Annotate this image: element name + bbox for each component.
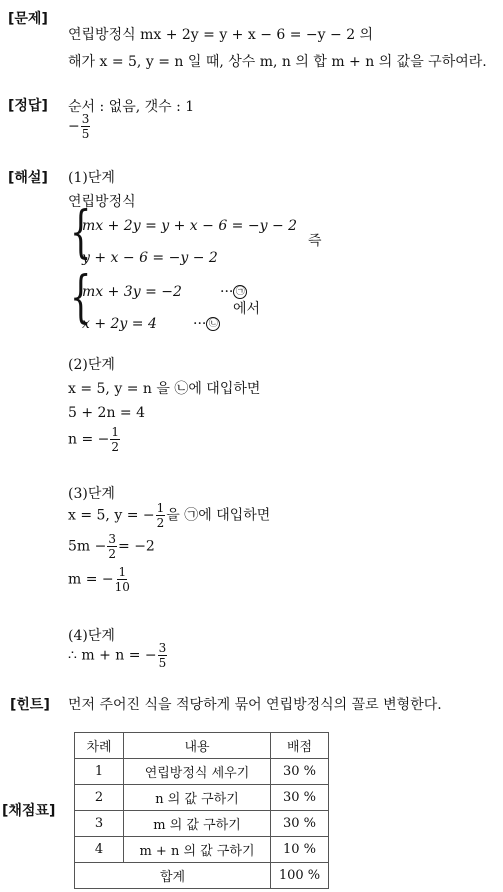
step4-line-1: ∴ m + n = − $\frac{3}{5}$ <box>68 641 167 670</box>
total-value: 100 % <box>271 863 329 889</box>
answer-label: [정답] <box>8 98 48 114</box>
table-row <box>75 811 329 837</box>
system2-mark2: ··· ㉡ <box>193 316 220 332</box>
row-points: 30 % <box>271 811 329 837</box>
row-points: 30 % <box>271 759 329 785</box>
step1-title: (1)단계 <box>68 170 115 186</box>
answer-value: − $\frac{3}{5}$ <box>68 112 90 141</box>
row-order: 4 <box>75 837 124 863</box>
table-row <box>75 785 329 811</box>
table-total-row <box>75 863 329 889</box>
hint-text: 먼저 주어진 식을 적당하게 묶어 연립방정식의 꼴로 변형한다. <box>68 697 442 713</box>
system1-brace: { <box>70 200 92 265</box>
problem-line-1: 연립방정식 mx + 2y = y + x − 6 = −y − 2 의 <box>68 27 374 43</box>
system2-tail: 에서 <box>233 301 261 317</box>
row-content: 연립방정식 세우기 <box>124 759 271 785</box>
step2-title: (2)단계 <box>68 357 115 373</box>
system2-brace: { <box>70 265 92 330</box>
system1-tail: 즉 <box>308 233 322 249</box>
scoring-table-header <box>75 733 329 759</box>
step2-line-1: x = 5, y = n 을 ㉡에 대입하면 <box>68 381 261 397</box>
table-row <box>75 759 329 785</box>
step3-line-2: 5m − $\frac{3}{2}$ = −2 <box>68 532 155 561</box>
row-content: n 의 값 구하기 <box>124 785 271 811</box>
step3-line-1: x = 5, y = − $\frac{1}{2}$ 을 ㉠에 대입하면 <box>68 501 271 530</box>
answer-line-1: 순서 : 없음, 갯수 : 1 <box>68 99 195 115</box>
system2-mark1: ··· ㉠ <box>220 284 247 300</box>
step3-title: (3)단계 <box>68 486 115 502</box>
system1-eq2: y + x − 6 = −y − 2 <box>82 250 218 266</box>
step2-line-2: 5 + 2n = 4 <box>68 405 145 421</box>
problem-line-2: 해가 x = 5, y = n 일 때, 상수 m, n 의 합 m + n 의 값을 구하여라. <box>68 54 487 70</box>
row-order: 3 <box>75 811 124 837</box>
row-content: m + n 의 값 구하기 <box>124 837 271 863</box>
problem-label: [문제] <box>8 11 48 27</box>
table-row <box>75 837 329 863</box>
row-order: 2 <box>75 785 124 811</box>
system2-eq1: mx + 3y = −2 <box>82 284 182 300</box>
total-label: 합계 <box>75 863 271 889</box>
scoring-label: [채점표] <box>2 803 56 819</box>
row-points: 30 % <box>271 785 329 811</box>
header-order: 차례 <box>75 733 124 759</box>
system1-eq1: mx + 2y = y + x − 6 = −y − 2 <box>82 218 298 234</box>
scoring-table <box>74 732 329 889</box>
header-content: 내용 <box>124 733 271 759</box>
row-content: m 의 값 구하기 <box>124 811 271 837</box>
hint-label: [힌트] <box>10 697 50 713</box>
header-points: 배점 <box>271 733 329 759</box>
step1-subtitle: 연립방정식 <box>68 194 136 210</box>
step3-line-3: m = − $\frac{1}{10}$ <box>68 565 130 594</box>
row-order: 1 <box>75 759 124 785</box>
row-points: 10 % <box>271 837 329 863</box>
solution-label: [해설] <box>8 170 48 186</box>
step4-title: (4)단계 <box>68 628 115 644</box>
system2-eq2: x + 2y = 4 <box>82 316 157 332</box>
step2-line-3: n = − $\frac{1}{2}$ <box>68 425 120 454</box>
